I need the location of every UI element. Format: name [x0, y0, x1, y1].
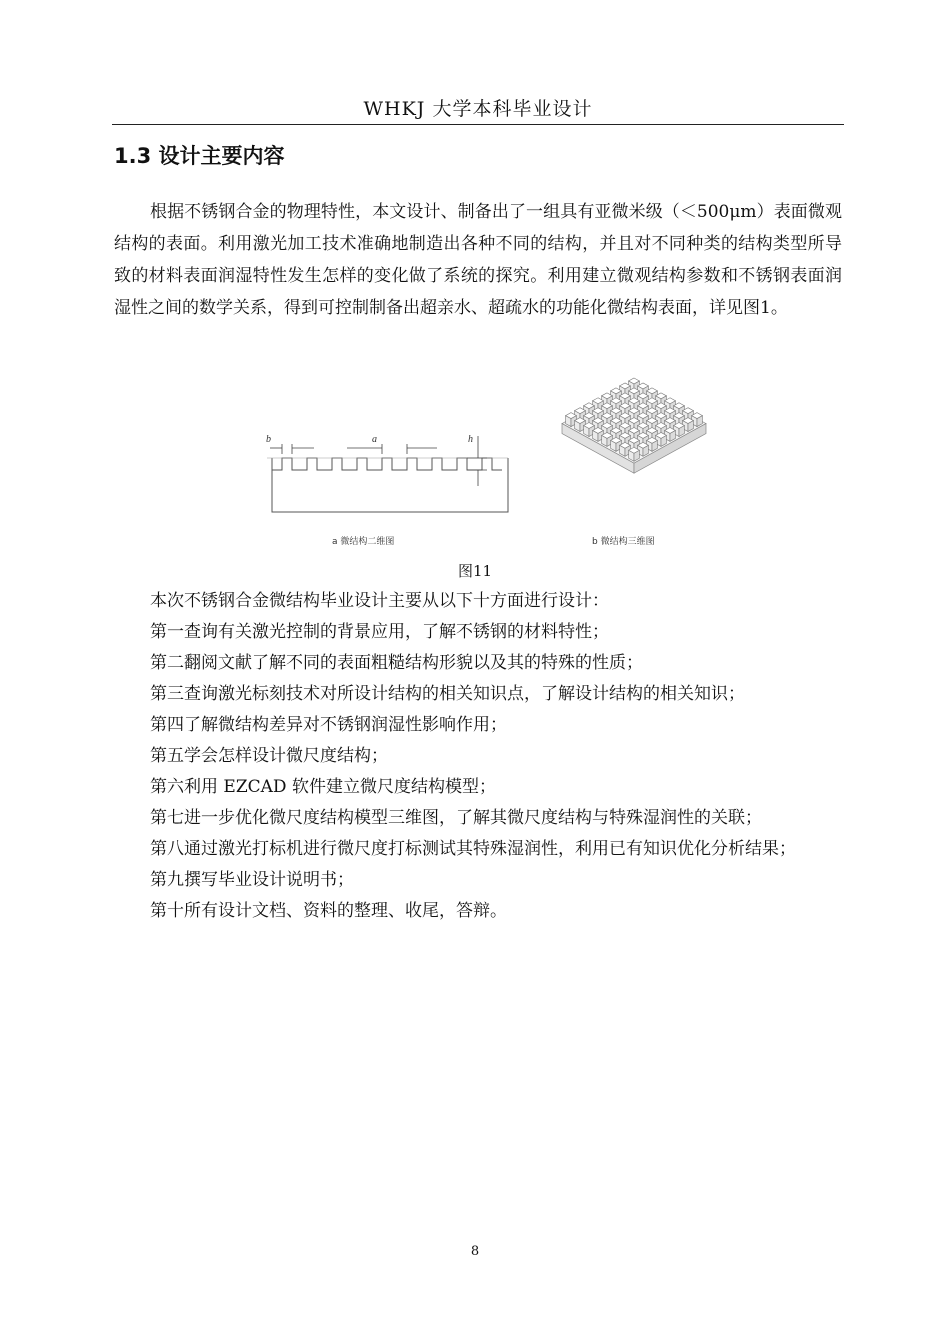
list-item: 第五学会怎样设计微尺度结构； — [150, 746, 388, 766]
page-number: 8 — [470, 1244, 480, 1259]
list-item: 第十所有设计文档、资料的整理、收尾，答辩。 — [150, 901, 507, 921]
list-item: 第八通过激光打标机进行微尺度打标测试其特殊湿润性，利用已有知识优化分析结果； — [150, 839, 796, 859]
figure-caption: 图11 — [457, 562, 493, 580]
list-item: 第九撰写毕业设计说明书； — [150, 870, 354, 890]
figure-microstructure — [262, 350, 740, 550]
list-item: 第四了解微结构差异对不锈钢润湿性影响作用； — [150, 715, 507, 735]
intro-text: 根据不锈钢合金的物理特性，本文设计、制备出了一组具有亚微米级（＜500μm）表面微观结构的表面。利用激光加工技术准确地制造出各种不同的结构，并且对不同种类的结构类型所导致的材料表面润湿特性发生怎样的变化做了系统的探究。利用建立微观结构参数和不锈钢表面润湿性之间的数学关系，得到可控制制备出超亲水、超疏水的功能化微结构表面，详见图1。 — [114, 202, 842, 318]
list-item: 第二翻阅文献了解不同的表面粗糙结构形貌以及其的特殊的性质； — [150, 653, 643, 673]
microstructure-3d-diagram — [534, 350, 734, 535]
design-task-list — [114, 586, 842, 927]
header-divider — [112, 124, 844, 125]
list-item: 第六利用 EZCAD 软件建立微尺度结构模型； — [150, 777, 496, 797]
list-item: 第七进一步优化微尺度结构模型三维图，了解其微尺度结构与特殊湿润性的关联； — [150, 808, 762, 828]
list-item: 第一查询有关激光控制的背景应用，了解不锈钢的材料特性； — [150, 622, 609, 642]
list-intro: 本次不锈钢合金微结构毕业设计主要从以下十方面进行设计： — [150, 591, 609, 611]
section-title: 1.3 设计主要内容 — [114, 144, 285, 168]
intro-paragraph — [114, 196, 842, 324]
dimension-label-a: a — [372, 434, 377, 445]
figure-caption-a: a 微结构二维图 — [332, 537, 395, 547]
dimension-label-b: b — [266, 434, 271, 445]
page-header: WHKJ 大学本科毕业设计 — [363, 98, 593, 120]
dimension-label-h: h — [468, 434, 473, 445]
figure-caption-b: b 微结构三维图 — [592, 537, 655, 547]
list-item: 第三查询激光标刻技术对所设计结构的相关知识点，了解设计结构的相关知识； — [150, 684, 745, 704]
